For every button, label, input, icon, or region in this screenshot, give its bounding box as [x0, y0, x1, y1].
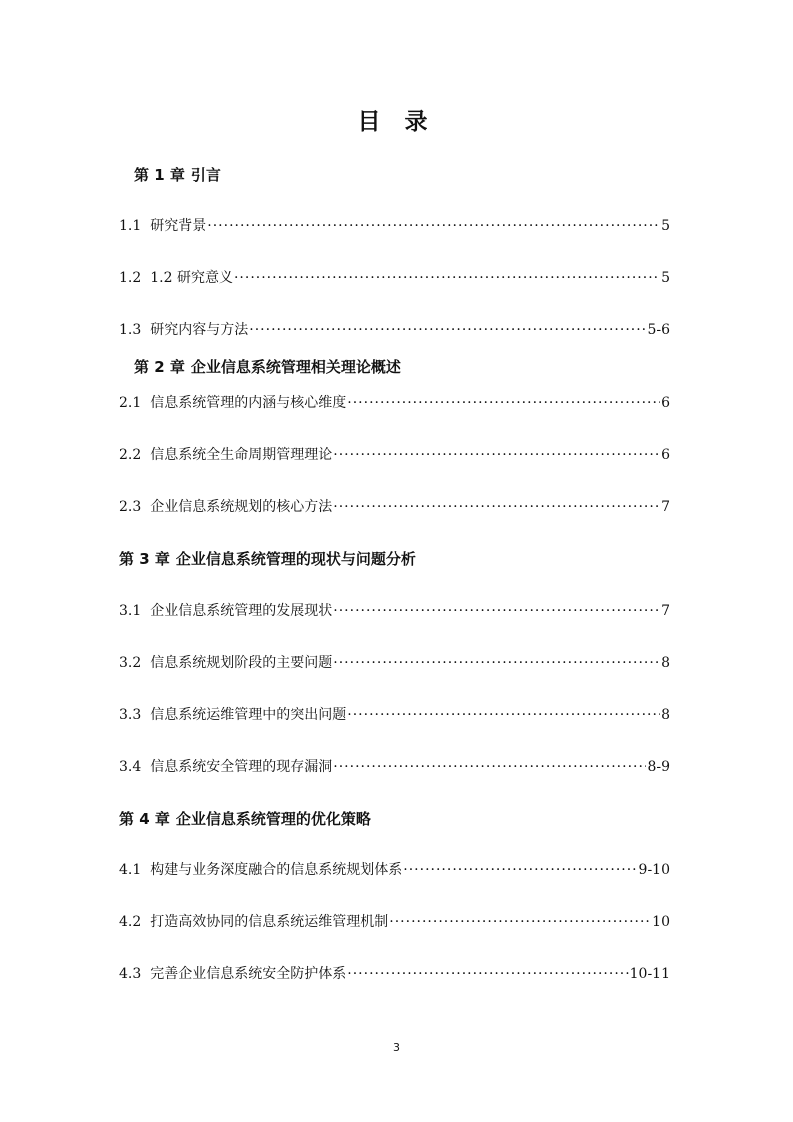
entry-number: 2.3: [119, 499, 142, 515]
entry-number: 4.1: [119, 862, 142, 878]
toc-entry-3-1[interactable]: [119, 601, 670, 621]
entry-title: 研究背景: [150, 218, 207, 234]
entry-title: 1.2 研究意义: [150, 270, 233, 286]
entry-title: 企业信息系统规划的核心方法: [150, 499, 333, 515]
entry-page: 5: [661, 270, 670, 286]
dot-leader: [333, 757, 646, 777]
entry-number: 4.3: [119, 966, 142, 982]
entry-page: 8: [661, 655, 670, 671]
chapter-title: 企业信息系统管理的优化策略: [175, 810, 371, 828]
entry-title: 信息系统管理的内涵与核心维度: [150, 395, 347, 411]
entry-title: 完善企业信息系统安全防护体系: [150, 966, 347, 982]
dot-leader: [347, 964, 628, 984]
entry-number: 2.1: [119, 395, 142, 411]
entry-page: 5-6: [647, 322, 670, 338]
entry-page: 8: [661, 707, 670, 723]
dot-leader: [249, 320, 646, 340]
entry-number: 3.2: [119, 655, 142, 671]
entry-title: 信息系统安全管理的现存漏洞: [150, 759, 333, 775]
entry-page: 7: [661, 603, 670, 619]
dot-leader: [333, 601, 660, 621]
dot-leader: [207, 216, 660, 236]
entry-page: 7: [661, 499, 670, 515]
dot-leader: [403, 860, 637, 880]
dot-leader: [389, 912, 651, 932]
chapter-4-heading[interactable]: [119, 809, 371, 829]
entry-title: 企业信息系统管理的发展现状: [150, 603, 333, 619]
toc-entry-3-3[interactable]: [119, 705, 670, 725]
dot-leader: [347, 705, 660, 725]
chapter-number: 第 3 章: [119, 550, 170, 568]
entry-title: 信息系统全生命周期管理理论: [150, 447, 333, 463]
entry-title: 打造高效协同的信息系统运维管理机制: [150, 914, 389, 930]
chapter-1-heading[interactable]: [134, 165, 221, 185]
entry-page: 5: [661, 218, 670, 234]
entry-title: 研究内容与方法: [150, 322, 249, 338]
entry-page: 6: [661, 395, 670, 411]
entry-title: 信息系统规划阶段的主要问题: [150, 655, 333, 671]
entry-title: 构建与业务深度融合的信息系统规划体系: [150, 862, 403, 878]
entry-page: 9-10: [638, 862, 670, 878]
entry-page: 10: [652, 914, 670, 930]
chapter-title: 企业信息系统管理相关理论概述: [190, 358, 401, 376]
entry-page: 10-11: [629, 966, 670, 982]
dot-leader: [333, 445, 660, 465]
page-number: 3: [393, 1041, 400, 1054]
chapter-title: 引言: [190, 166, 221, 184]
entry-number: 3.3: [119, 707, 142, 723]
chapter-3-heading[interactable]: [119, 549, 416, 569]
toc-entry-2-1[interactable]: [119, 393, 670, 413]
entry-number: 1.1: [119, 218, 142, 234]
dot-leader: [333, 497, 660, 517]
chapter-number: 第 1 章: [134, 166, 185, 184]
entry-page: 8-9: [647, 759, 670, 775]
entry-number: 2.2: [119, 447, 142, 463]
toc-entry-2-2[interactable]: [119, 445, 670, 465]
toc-entry-2-3[interactable]: [119, 497, 670, 517]
entry-number: 3.1: [119, 603, 142, 619]
entry-number: 1.3: [119, 322, 142, 338]
toc-entry-3-4[interactable]: [119, 757, 670, 777]
entry-number: 1.2: [119, 270, 142, 286]
chapter-2-heading[interactable]: [134, 357, 401, 377]
entry-number: 3.4: [119, 759, 142, 775]
entry-page: 6: [661, 447, 670, 463]
toc-entry-4-2[interactable]: [119, 912, 670, 932]
toc-entry-1-3[interactable]: [119, 320, 670, 340]
toc-entry-1-2[interactable]: [119, 268, 670, 288]
toc-entry-4-3[interactable]: [119, 964, 670, 984]
toc-entry-1-1[interactable]: [119, 216, 670, 236]
toc-entry-3-2[interactable]: [119, 653, 670, 673]
toc-title: 目 录: [357, 109, 436, 135]
dot-leader: [234, 268, 660, 288]
dot-leader: [333, 653, 660, 673]
dot-leader: [347, 393, 660, 413]
chapter-number: 第 4 章: [119, 810, 170, 828]
entry-title: 信息系统运维管理中的突出问题: [150, 707, 347, 723]
entry-number: 4.2: [119, 914, 142, 930]
toc-entry-4-1[interactable]: [119, 860, 670, 880]
chapter-number: 第 2 章: [134, 358, 185, 376]
chapter-title: 企业信息系统管理的现状与问题分析: [175, 550, 416, 568]
